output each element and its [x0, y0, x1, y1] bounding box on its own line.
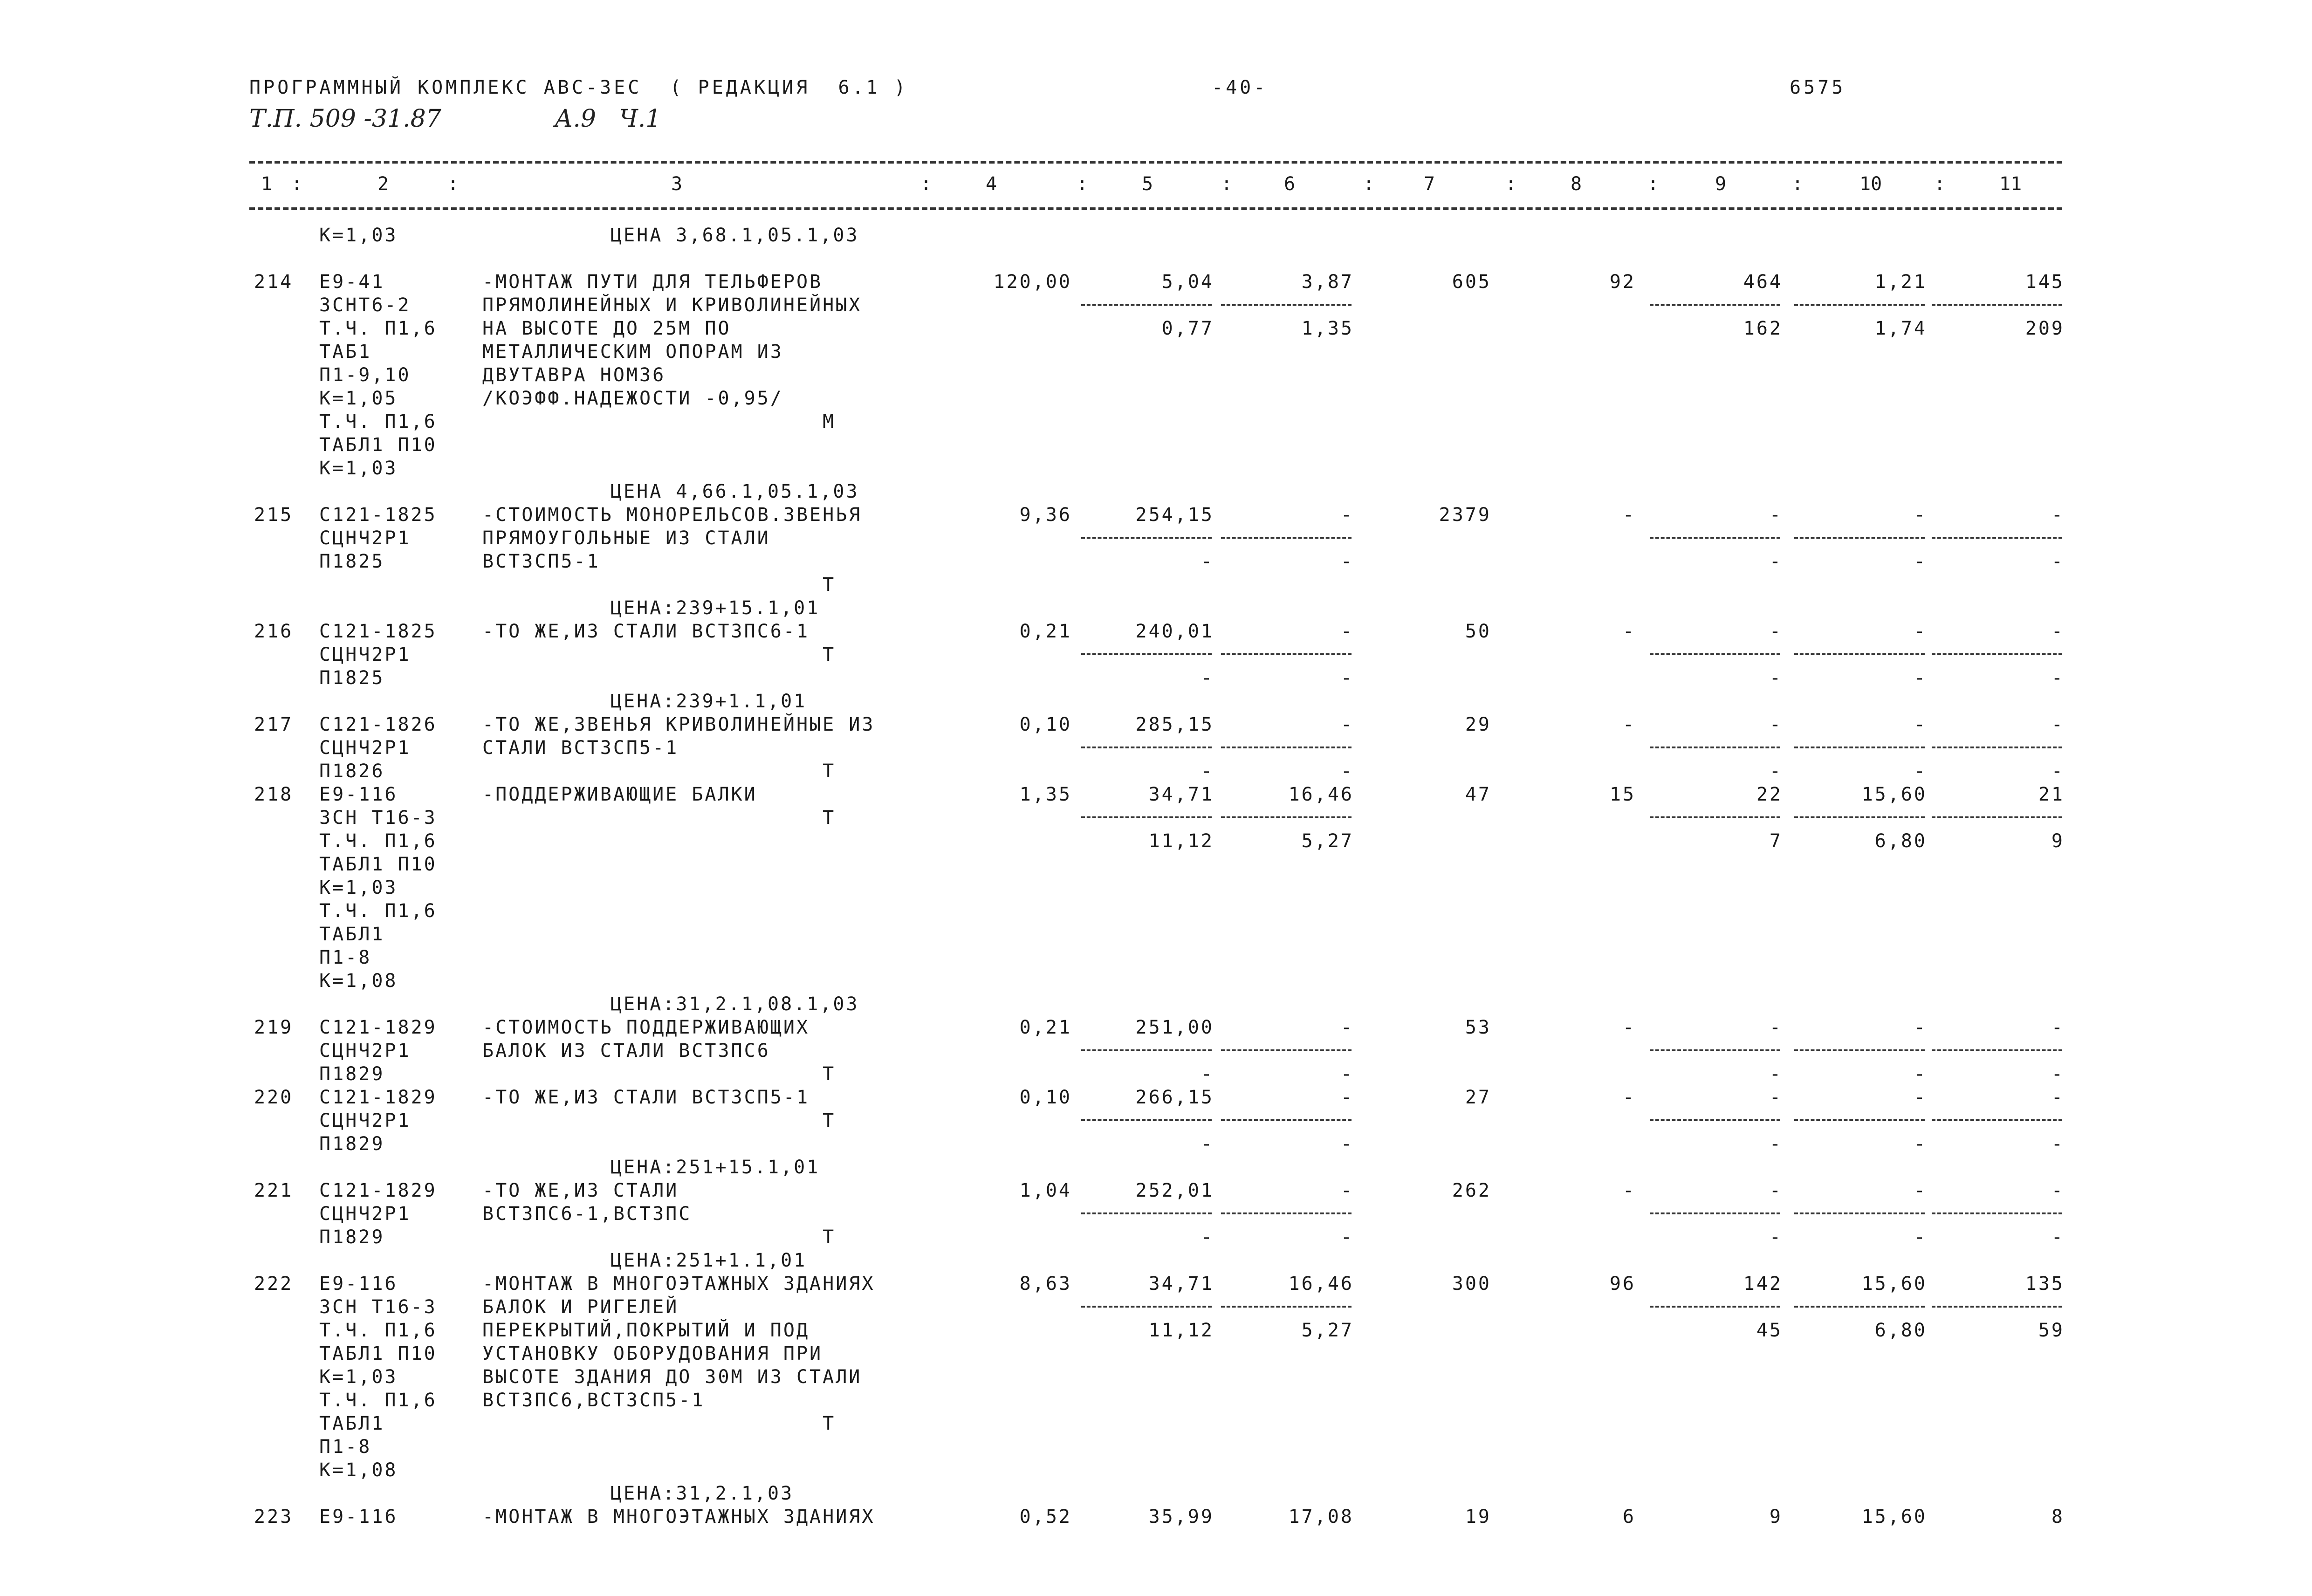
row-code-line: СЦНЧ2Р1: [319, 527, 411, 549]
cell-c10-lower: -: [1914, 1133, 1927, 1155]
cell-c6: -: [1340, 1087, 1354, 1108]
row-description-line: Т: [482, 574, 836, 596]
cell-c4: 1,04: [1019, 1180, 1072, 1201]
row-description-line: ЦЕНА:31,2.1,08.1,03: [611, 993, 859, 1015]
table-top-rule: [249, 161, 2062, 164]
cell-c10: 15,60: [1861, 1506, 1927, 1528]
row-description-line: Т: [482, 1063, 836, 1085]
cell-c6: -: [1340, 1017, 1354, 1038]
row-description-line: ПРЯМОУГОЛЬНЫЕ ИЗ СТАЛИ: [482, 527, 770, 549]
cell-c6: 16,46: [1288, 784, 1354, 805]
cell-c11-lower: 9: [2051, 830, 2065, 852]
row-number: 218: [254, 784, 294, 805]
row-code-line: Т.Ч. П1,6: [319, 1320, 437, 1341]
col-header-5: 5: [1142, 173, 1153, 195]
cell-c5: 285,15: [1135, 714, 1214, 735]
cell-c10-lower: -: [1914, 551, 1927, 572]
cell-c9-lower: -: [1769, 551, 1783, 572]
row-code-line: К=1,03: [319, 877, 398, 898]
fraction-divider: [1081, 816, 1212, 818]
col-header-7: 7: [1424, 173, 1435, 195]
fraction-divider: [1221, 1049, 1352, 1051]
cell-c10-lower: -: [1914, 1063, 1927, 1085]
fraction-divider: [1932, 747, 2062, 748]
cell-c6-lower: 5,27: [1301, 1320, 1354, 1341]
row-description-line: БАЛОК И РИГЕЛЕЙ: [482, 1296, 679, 1318]
cell-c9: -: [1769, 1087, 1783, 1108]
row-description-line: ВЫСОТЕ ЗДАНИЯ ДО 30М ИЗ СТАЛИ: [482, 1366, 862, 1388]
cell-c8: -: [1622, 1017, 1636, 1038]
row-code-line: К=1,08: [319, 1459, 398, 1481]
row-code-line: СЦНЧ2Р1: [319, 737, 411, 759]
fraction-divider: [1081, 1119, 1212, 1121]
cell-c9-lower: 7: [1769, 830, 1783, 852]
fraction-divider: [1794, 1212, 1925, 1214]
cell-c10-lower: 6,80: [1874, 1320, 1927, 1341]
cell-c4: 0,10: [1019, 714, 1072, 735]
row-description-line: ЦЕНА:251+1.1,01: [611, 1250, 807, 1271]
col-header-3: 3: [671, 173, 683, 195]
cell-c4: 0,21: [1019, 1017, 1072, 1038]
cell-c9: 464: [1743, 271, 1783, 293]
cell-c8: 15: [1609, 784, 1636, 805]
row-code-line: К=1,03: [319, 1366, 398, 1388]
cell-c11-lower: -: [2051, 1133, 2065, 1155]
handwritten-reference: Т.П. 509 -31.87: [249, 105, 441, 133]
row-description-line: ЦЕНА:239+15.1,01: [611, 597, 820, 619]
row-code-line: ТАБ1: [319, 341, 372, 363]
fraction-divider: [1221, 537, 1352, 539]
cell-c11-lower: -: [2051, 551, 2065, 572]
cell-c6-lower: 1,35: [1301, 318, 1354, 339]
cell-c6-lower: -: [1340, 1063, 1354, 1085]
row-description-line: БАЛОК ИЗ СТАЛИ ВСТ3ПС6: [482, 1040, 770, 1062]
cell-c11: -: [2051, 621, 2065, 642]
row-description-line: /КОЭФФ.НАДЕЖОСТИ -0,95/: [482, 388, 783, 409]
cell-c10: -: [1914, 504, 1927, 526]
cell-c7: 29: [1465, 714, 1491, 735]
cell-c6-lower: -: [1340, 667, 1354, 689]
fraction-divider: [1794, 747, 1925, 748]
row-number: 221: [254, 1180, 294, 1201]
cell-c11: 21: [2038, 784, 2065, 805]
row-code-line: С121-1825: [319, 504, 437, 526]
row-description-line: -ТО ЖЕ,ИЗ СТАЛИ ВСТ3СП5-1: [482, 1087, 810, 1108]
row-number: 222: [254, 1273, 294, 1295]
cell-c8: 6: [1622, 1506, 1636, 1528]
cell-c8: -: [1622, 714, 1636, 735]
fraction-divider: [1650, 747, 1780, 748]
fraction-divider: [1221, 1212, 1352, 1214]
fraction-divider: [1081, 304, 1212, 306]
fraction-divider: [1794, 304, 1925, 306]
fraction-divider: [1081, 537, 1212, 539]
row-code-line: П1829: [319, 1133, 385, 1155]
fraction-divider: [1932, 304, 2062, 306]
cell-c6-lower: -: [1340, 1226, 1354, 1248]
row-code-line: Т.Ч. П1,6: [319, 318, 437, 339]
cell-c8: 92: [1609, 271, 1636, 293]
cell-c10-lower: 6,80: [1874, 830, 1927, 852]
row-number: 219: [254, 1017, 294, 1038]
cell-c9-lower: -: [1769, 1133, 1783, 1155]
fraction-divider: [1221, 304, 1352, 306]
cell-c5: 266,15: [1135, 1087, 1214, 1108]
row-code-line: С121-1829: [319, 1180, 437, 1201]
fraction-divider: [1794, 653, 1925, 655]
fraction-divider: [1650, 304, 1780, 306]
row-code-line: ТАБЛ1 П10: [319, 1343, 437, 1364]
cell-c10: 15,60: [1861, 784, 1927, 805]
cell-c11: -: [2051, 714, 2065, 735]
cell-c6: 16,46: [1288, 1273, 1354, 1295]
row-number: 223: [254, 1506, 294, 1528]
row-code-line: П1829: [319, 1063, 385, 1085]
cell-c6-lower: -: [1340, 551, 1354, 572]
cell-c6-lower: -: [1340, 760, 1354, 782]
cell-c4: 9,36: [1019, 504, 1072, 526]
cell-c10-lower: -: [1914, 760, 1927, 782]
cell-c4: 1,35: [1019, 784, 1072, 805]
row-description-line: Т: [482, 1110, 836, 1131]
row-description-line: -ТО ЖЕ,ИЗ СТАЛИ: [482, 1180, 679, 1201]
fraction-divider: [1081, 747, 1212, 748]
cell-c9: -: [1769, 621, 1783, 642]
row-code-line: Т.Ч. П1,6: [319, 411, 437, 432]
fraction-divider: [1221, 1119, 1352, 1121]
fraction-divider: [1650, 537, 1780, 539]
program-title: ПРОГРАММНЫЙ КОМПЛЕКС АВС-ЗЕС ( РЕДАКЦИЯ 6.1 ): [249, 77, 908, 98]
cell-c10-lower: -: [1914, 1226, 1927, 1248]
row-code-line: П1826: [319, 760, 385, 782]
cell-c5-lower: -: [1201, 551, 1214, 572]
row-code-line: С121-1829: [319, 1017, 437, 1038]
fraction-divider: [1932, 816, 2062, 818]
row-code-line: П1-9,10: [319, 364, 411, 386]
cell-c7: 300: [1452, 1273, 1491, 1295]
cell-c11: -: [2051, 504, 2065, 526]
row-description-line: ПРЯМОЛИНЕЙНЫХ И КРИВОЛИНЕЙНЫХ: [482, 295, 862, 316]
row-description-line: ЦЕНА 3,68.1,05.1,03: [611, 225, 859, 246]
cell-c10: -: [1914, 621, 1927, 642]
row-code-line: ЗСН Т16-3: [319, 1296, 437, 1318]
cell-c5: 35,99: [1148, 1506, 1214, 1528]
row-code-line: ТАБЛ1 П10: [319, 854, 437, 875]
col-header-2: 2: [377, 173, 389, 195]
cell-c5-lower: 11,12: [1148, 830, 1214, 852]
fraction-divider: [1081, 1049, 1212, 1051]
cell-c6: -: [1340, 621, 1354, 642]
row-code-line: П1825: [319, 551, 385, 572]
cell-c8: -: [1622, 621, 1636, 642]
cell-c5: 5,04: [1161, 271, 1214, 293]
row-code-line: Т.Ч. П1,6: [319, 900, 437, 922]
cell-c7: 53: [1465, 1017, 1491, 1038]
table-header-rule: [249, 207, 2062, 210]
row-code-line: Е9-116: [319, 1273, 398, 1295]
row-description-line: Т: [482, 1226, 836, 1248]
fraction-divider: [1081, 653, 1212, 655]
row-description-line: ЦЕНА 4,66.1,05.1,03: [611, 481, 859, 502]
cell-c5-lower: -: [1201, 1063, 1214, 1085]
row-description-line: ПЕРЕКРЫТИЙ,ПОКРЫТИЙ И ПОД: [482, 1320, 810, 1341]
row-description-line: ЦЕНА:251+15.1,01: [611, 1157, 820, 1178]
row-code-line: ЗСН Т16-3: [319, 807, 437, 829]
cell-c6: -: [1340, 1180, 1354, 1201]
row-code-line: П1-8: [319, 947, 372, 968]
cell-c7: 262: [1452, 1180, 1491, 1201]
cell-c6-lower: -: [1340, 1133, 1354, 1155]
row-description-line: Т: [482, 644, 836, 665]
cell-c5: 34,71: [1148, 1273, 1214, 1295]
row-description-line: ВСТ3ПС6,ВСТ3СП5-1: [482, 1390, 705, 1411]
cell-c10: -: [1914, 714, 1927, 735]
cell-c7: 605: [1452, 271, 1491, 293]
cell-c9: -: [1769, 714, 1783, 735]
fraction-divider: [1794, 816, 1925, 818]
row-code-line: С121-1826: [319, 714, 437, 735]
row-code-line: П1-8: [319, 1436, 372, 1458]
col-header-4: 4: [986, 173, 997, 195]
cell-c8: 96: [1609, 1273, 1636, 1295]
fraction-divider: [1932, 1119, 2062, 1121]
cell-c5-lower: -: [1201, 1133, 1214, 1155]
cell-c11-lower: -: [2051, 1226, 2065, 1248]
row-description-line: -ТО ЖЕ,ЗВЕНЬЯ КРИВОЛИНЕЙНЫЕ ИЗ: [482, 714, 875, 735]
fraction-divider: [1650, 1306, 1780, 1308]
row-description-line: -СТОИМОСТЬ ПОДДЕРЖИВАЮЩИХ: [482, 1017, 810, 1038]
cell-c5-lower: 0,77: [1161, 318, 1214, 339]
row-description-line: МЕТАЛЛИЧЕСКИМ ОПОРАМ ИЗ: [482, 341, 783, 363]
row-description-line: Т: [482, 1413, 836, 1434]
cell-c7: 47: [1465, 784, 1491, 805]
row-code-line: ЗСНТ6-2: [319, 295, 411, 316]
document-code: 6575: [1790, 77, 1846, 98]
row-description-line: -МОНТАЖ В МНОГОЭТАЖНЫХ ЗДАНИЯХ: [482, 1273, 875, 1295]
cell-c6: -: [1340, 504, 1354, 526]
document-page: ПРОГРАММНЫЙ КОМПЛЕКС АВС-ЗЕС ( РЕДАКЦИЯ 6.1 ) -40- 6575 Т.П. 509 -31.87 А.9 Ч.1 1 2 3 4 5 6 7 8 9 10 11 : : : : : : : : : : К=1,03 ЦЕНА 3,68.1,05.1,03 214 Е9-41 ЗСНТ6-2 Т.Ч. П1,6 ТАБ1 П1-9,10 К=1,05 Т.Ч. П1,6 ТАБЛ1 П10 К=1,03 -МОНТАЖ ПУТИ ДЛЯ ТЕЛЬФЕРОВ ПРЯМОЛИНЕЙНЫХ И КРИВОЛИНЕЙНЫХ НА ВЫСОТЕ ДО 25М ПО МЕТАЛЛИЧЕСКИМ ОПОРАМ ИЗ ДВУТАВРА НОМ36 /КОЭФФ.НАДЕЖОСТИ -0,95/ М 120,00 5,04 0,77 3,87 1,35 605 92 464 162 1,21 1,74 145 209 ЦЕНА 4,66.1,05.1,03 215 С121-1825 СЦНЧ2Р1 П1825 -СТОИМОСТЬ МОНОРЕЛЬСОВ.ЗВЕНЬЯ ПРЯМОУГОЛЬНЫЕ ИЗ СТАЛИ ВСТ3СП5-1 Т 9,36 254,15 - - - 2379 - - - - - - - ЦЕНА:239+15.1,01 216 С121-1825 СЦНЧ2Р1 П1825 -ТО ЖЕ,ИЗ СТАЛИ ВСТ3ПС6-1 Т 0,21 240,01 - - - 50 - - - - - - - ЦЕНА:239+1.1,01 217 С121-1826 СЦНЧ2Р1 П1826 -ТО ЖЕ,ЗВЕНЬЯ КРИВОЛИНЕЙНЫЕ ИЗ СТАЛИ ВСТ3СП5-1 Т 0,10 285,15 - - - 29 - - - - - - - 218 Е9-116 ЗСН Т16-3 Т.Ч. П1,6 ТАБЛ1 П10 К=1,03 Т.Ч. П1,6 ТАБЛ1 П1-8 К=1,08 -ПОДДЕРЖИВАЮЩИЕ БАЛКИ Т 1,35 34,71 11,12 16,46 5,27 47 15 22 7 15,60 6,80 21 9 ЦЕНА:31,2.1,08.1,03 219 С121-1829 СЦНЧ2Р1 П1829 -СТОИМОСТЬ ПОДДЕРЖИВАЮЩИХ БАЛОК ИЗ СТАЛИ ВСТ3ПС6 Т 0,21 251,00 - - - 53 - - - - - - - 220 С121-1829 СЦНЧ2Р1 П1829 -ТО ЖЕ,ИЗ СТАЛИ ВСТ3СП5-1 Т 0,10 266,15 - - - 27 - - - - - - - ЦЕНА:251+15.1,01 221 С121-1829 СЦНЧ2Р1 П1829 -ТО ЖЕ,ИЗ СТАЛИ ВСТ3ПС6-1,ВСТ3ПС Т 1,04 252,01 - - - 262 - - - - - - - ЦЕНА:251+1.1,01 222 Е9-116 ЗСН Т16-3 Т.Ч. П1,6 ТАБЛ1 П10 К=1,03 Т.Ч. П1,6 ТАБЛ1 П1-8 К=1,08 -МОНТАЖ В МНОГОЭТАЖНЫХ ЗДАНИЯХ БАЛОК И РИГЕЛЕЙ ПЕРЕКРЫТИЙ,ПОКРЫТИЙ И ПОД УСТАНОВКУ ОБОРУДОВАНИЯ ПРИ ВЫСОТЕ ЗДАНИЯ ДО 30М ИЗ СТАЛИ ВСТ3ПС6,ВСТ3СП5-1 Т 8,63 34,71 11,12 16,46 5,27 300 96 142 45 15,60 6,80 135 59 ЦЕНА:31,2.1,03 223 Е9-116 -МОНТАЖ В МНОГОЭТАЖНЫХ ЗДАНИЯХ 0,52 35,99 17,08 19 6 9 15,60 8: [249, 77, 2065, 1528]
row-description-line: ЦЕНА:31,2.1,03: [611, 1483, 794, 1504]
fraction-divider: [1221, 653, 1352, 655]
row-code-line: К=1,08: [319, 970, 398, 992]
cell-c9-lower: 162: [1743, 318, 1783, 339]
row-code-line: К=1,05: [319, 388, 398, 409]
cell-c7: 2379: [1439, 504, 1491, 526]
row-description-line: Т: [482, 807, 836, 829]
col-header-11: 11: [1999, 173, 2022, 195]
row-number: 215: [254, 504, 294, 526]
row-code-line: Е9-41: [319, 271, 385, 293]
cell-c9-lower: -: [1769, 760, 1783, 782]
col-header-6: 6: [1284, 173, 1296, 195]
fraction-divider: [1932, 653, 2062, 655]
row-number: 220: [254, 1087, 294, 1108]
fraction-divider: [1221, 747, 1352, 748]
fraction-divider: [1650, 1212, 1780, 1214]
cell-c11-lower: -: [2051, 1063, 2065, 1085]
row-number: 214: [254, 271, 294, 293]
cell-c5-lower: 11,12: [1148, 1320, 1214, 1341]
cell-c11: 135: [2025, 1273, 2065, 1295]
cell-c4: 0,21: [1019, 621, 1072, 642]
row-description-line: -МОНТАЖ ПУТИ ДЛЯ ТЕЛЬФЕРОВ: [482, 271, 823, 293]
row-code-line: ТАБЛ1 П10: [319, 434, 437, 456]
col-header-9: 9: [1715, 173, 1727, 195]
cell-c5: 34,71: [1148, 784, 1214, 805]
cell-c5: 240,01: [1135, 621, 1214, 642]
row-number: 216: [254, 621, 294, 642]
cell-c10: -: [1914, 1087, 1927, 1108]
cell-c10-lower: -: [1914, 667, 1927, 689]
fraction-divider: [1650, 1049, 1780, 1051]
col-header-8: 8: [1571, 173, 1582, 195]
row-code-line: ТАБЛ1: [319, 1413, 385, 1434]
cell-c5-lower: -: [1201, 1226, 1214, 1248]
cell-c9: -: [1769, 1017, 1783, 1038]
row-code-line: СЦНЧ2Р1: [319, 644, 411, 665]
row-code-line: Е9-116: [319, 784, 398, 805]
fraction-divider: [1932, 537, 2062, 539]
fraction-divider: [1081, 1306, 1212, 1308]
row-description-line: ЦЕНА:239+1.1,01: [611, 691, 807, 712]
row-description-line: ВСТ3ПС6-1,ВСТ3ПС: [482, 1203, 692, 1225]
cell-c5: 254,15: [1135, 504, 1214, 526]
cell-c8: -: [1622, 1087, 1636, 1108]
fraction-divider: [1650, 816, 1780, 818]
fraction-divider: [1081, 1212, 1212, 1214]
cell-c11: -: [2051, 1017, 2065, 1038]
fraction-divider: [1794, 1306, 1925, 1308]
cell-c11-lower: -: [2051, 760, 2065, 782]
cell-c11-lower: 209: [2025, 318, 2065, 339]
row-code-line: П1829: [319, 1226, 385, 1248]
row-code-line: С121-1825: [319, 621, 437, 642]
cell-c10: 15,60: [1861, 1273, 1927, 1295]
row-code-line: С121-1829: [319, 1087, 437, 1108]
fraction-divider: [1794, 1119, 1925, 1121]
row-code-line: Т.Ч. П1,6: [319, 1390, 437, 1411]
fraction-divider: [1650, 653, 1780, 655]
cell-c11: -: [2051, 1087, 2065, 1108]
cell-c6-lower: 5,27: [1301, 830, 1354, 852]
cell-c9: -: [1769, 504, 1783, 526]
cell-c4: 8,63: [1019, 1273, 1072, 1295]
cell-c10: -: [1914, 1180, 1927, 1201]
fraction-divider: [1221, 816, 1352, 818]
cell-c11-lower: 59: [2038, 1320, 2065, 1341]
cell-c8: -: [1622, 504, 1636, 526]
row-description-line: -ПОДДЕРЖИВАЮЩИЕ БАЛКИ: [482, 784, 757, 805]
cell-c10: -: [1914, 1017, 1927, 1038]
cell-c5-lower: -: [1201, 667, 1214, 689]
row-code-line: К=1,03: [319, 458, 398, 479]
cell-c5-lower: -: [1201, 760, 1214, 782]
cell-c4: 0,52: [1019, 1506, 1072, 1528]
row-code-line: П1825: [319, 667, 385, 689]
cell-c8: -: [1622, 1180, 1636, 1201]
row-description-line: -ТО ЖЕ,ИЗ СТАЛИ ВСТ3ПС6-1: [482, 621, 810, 642]
row-code-line: К=1,03: [319, 225, 398, 246]
row-code-line: Е9-116: [319, 1506, 398, 1528]
cell-c4: 0,10: [1019, 1087, 1072, 1108]
cell-c10: 1,21: [1874, 271, 1927, 293]
row-description-line: ДВУТАВРА НОМ36: [482, 364, 666, 386]
col-header-10: 10: [1859, 173, 1882, 195]
cell-c9-lower: -: [1769, 1063, 1783, 1085]
cell-c7: 19: [1465, 1506, 1491, 1528]
fraction-divider: [1794, 1049, 1925, 1051]
cell-c9-lower: -: [1769, 667, 1783, 689]
fraction-divider: [1932, 1049, 2062, 1051]
cell-c9-lower: -: [1769, 1226, 1783, 1248]
cell-c5: 252,01: [1135, 1180, 1214, 1201]
cell-c7: 27: [1465, 1087, 1491, 1108]
row-description-line: -МОНТАЖ В МНОГОЭТАЖНЫХ ЗДАНИЯХ: [482, 1506, 875, 1528]
fraction-divider: [1650, 1119, 1780, 1121]
cell-c11: 8: [2051, 1506, 2065, 1528]
cell-c6: 3,87: [1301, 271, 1354, 293]
cell-c9: 9: [1769, 1506, 1783, 1528]
page-number: -40-: [1212, 77, 1268, 98]
cell-c7: 50: [1465, 621, 1491, 642]
cell-c9: -: [1769, 1180, 1783, 1201]
cell-c9: 142: [1743, 1273, 1783, 1295]
fraction-divider: [1932, 1306, 2062, 1308]
row-description-line: Т: [482, 760, 836, 782]
row-description-line: НА ВЫСОТЕ ДО 25М ПО: [482, 318, 731, 339]
fraction-divider: [1932, 1212, 2062, 1214]
row-description-line: УСТАНОВКУ ОБОРУДОВАНИЯ ПРИ: [482, 1343, 823, 1364]
row-description-line: СТАЛИ ВСТ3СП5-1: [482, 737, 679, 759]
cell-c11-lower: -: [2051, 667, 2065, 689]
handwritten-section: А.9 Ч.1: [555, 105, 661, 133]
row-description-line: М: [482, 411, 836, 432]
cell-c11: -: [2051, 1180, 2065, 1201]
row-description-line: ВСТ3СП5-1: [482, 551, 600, 572]
row-code-line: СЦНЧ2Р1: [319, 1203, 411, 1225]
cell-c6: -: [1340, 714, 1354, 735]
fraction-divider: [1221, 1306, 1352, 1308]
cell-c9-lower: 45: [1756, 1320, 1783, 1341]
cell-c9: 22: [1756, 784, 1783, 805]
row-number: 217: [254, 714, 294, 735]
fraction-divider: [1794, 537, 1925, 539]
row-code-line: Т.Ч. П1,6: [319, 830, 437, 852]
row-code-line: СЦНЧ2Р1: [319, 1040, 411, 1062]
row-code-line: ТАБЛ1: [319, 924, 385, 945]
cell-c10-lower: 1,74: [1874, 318, 1927, 339]
row-code-line: СЦНЧ2Р1: [319, 1110, 411, 1131]
row-description-line: -СТОИМОСТЬ МОНОРЕЛЬСОВ.ЗВЕНЬЯ: [482, 504, 862, 526]
cell-c4: 120,00: [993, 271, 1072, 293]
cell-c5: 251,00: [1135, 1017, 1214, 1038]
col-header-1: 1: [261, 173, 273, 195]
cell-c6: 17,08: [1288, 1506, 1354, 1528]
cell-c11: 145: [2025, 271, 2065, 293]
